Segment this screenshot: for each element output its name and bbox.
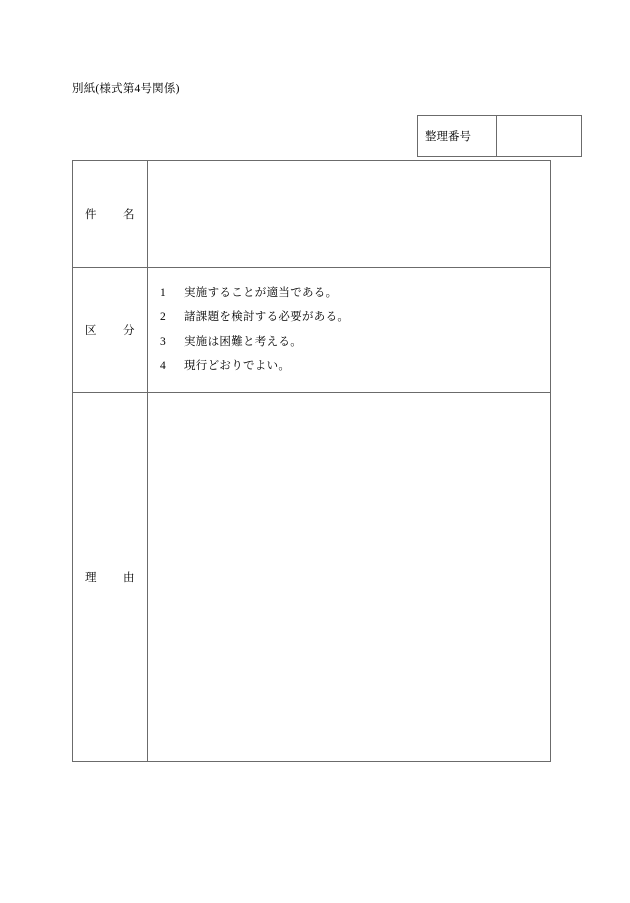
option-label: 現行どおりでよい。 xyxy=(184,360,291,372)
option-number: 4 xyxy=(160,360,166,372)
option-number: 3 xyxy=(160,335,166,348)
main-form-table xyxy=(72,160,551,762)
category-option-list xyxy=(160,288,550,373)
list-item[interactable] xyxy=(160,337,550,349)
row-label-reason-second: 由 xyxy=(123,572,135,584)
list-item[interactable] xyxy=(160,361,550,373)
option-label: 実施することが適当である。 xyxy=(184,286,338,299)
option-number: 1 xyxy=(160,286,166,299)
row-label-category-second: 分 xyxy=(123,325,135,337)
reference-number-input[interactable] xyxy=(497,116,582,157)
option-label: 実施は困難と考える。 xyxy=(184,335,302,348)
option-number: 2 xyxy=(160,311,166,323)
option-label: 諸課題を検討する必要がある。 xyxy=(184,311,350,323)
row-label-title-second: 名 xyxy=(123,209,135,221)
table-row-title xyxy=(73,161,551,268)
row-label-title-first: 件 xyxy=(85,209,97,221)
list-item[interactable] xyxy=(160,288,550,300)
category-options-cell xyxy=(148,268,551,393)
row-label-reason-first: 理 xyxy=(85,572,97,584)
reason-value-field[interactable] xyxy=(148,393,551,762)
table-row-category xyxy=(73,268,551,393)
row-label-category xyxy=(73,268,148,393)
row-label-title xyxy=(73,161,148,268)
title-value-field[interactable] xyxy=(148,161,551,268)
list-item[interactable] xyxy=(160,312,550,324)
reference-number-label: 整理番号 xyxy=(418,116,497,157)
document-header-title: 別紙(様式第4号関係) xyxy=(72,83,180,95)
row-label-reason xyxy=(73,393,148,762)
table-row xyxy=(418,116,582,157)
table-row-reason xyxy=(73,393,551,762)
row-label-category-first: 区 xyxy=(85,325,97,337)
reference-number-table xyxy=(417,115,582,157)
